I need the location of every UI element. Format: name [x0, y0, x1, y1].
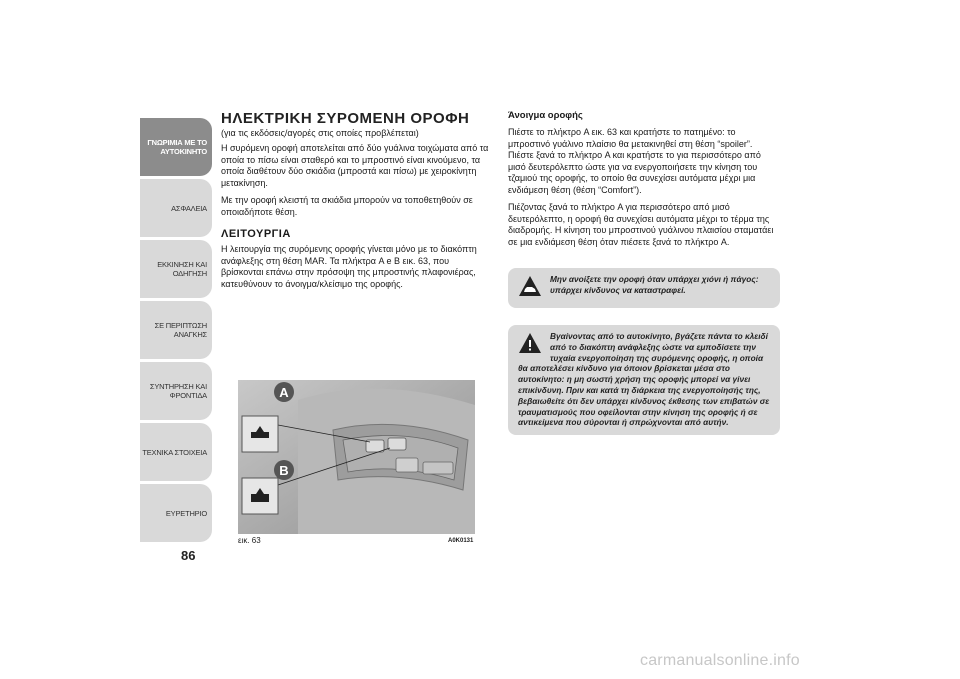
watermark: carmanualsonline.info [640, 652, 800, 669]
tab-starting-driving[interactable]: ΕΚΚΙΝΗΣΗ ΚΑΙ ΟΔΗΓΗΣΗ [140, 240, 212, 298]
page-title: ΗΛΕΚΤΡΙΚΗ ΣΥΡΟΜΕΝΗ ΟΡΟΦΗ [221, 110, 470, 127]
note-text: Μην ανοίξετε την οροφή όταν υπάρχει χιόνι ή πάγος: υπάρχει κίνδυνος να καταστραφεί. [550, 274, 759, 295]
tab-technical[interactable]: ΤΕΧΝΙΚΑ ΣΤΟΙΧΕΙΑ [140, 423, 212, 481]
callout-b: B [274, 460, 294, 480]
warning-icon [518, 331, 542, 355]
tab-emergency[interactable]: ΣΕ ΠΕΡΙΠΤΩΣΗ ΑΝΑΓΚΗΣ [140, 301, 212, 359]
left-column [221, 110, 489, 296]
figure-code: A0K0131 [448, 538, 474, 544]
page-number: 86 [181, 548, 196, 563]
tab-index[interactable]: ΕΥΡΕΤΗΡΙΟ [140, 484, 212, 542]
operation-paragraph: Η λειτουργία της συρόμενης οροφής γίνεται μόνο με το διακόπτη ανάφλεξης στη θέση MAR. Τα πλήκτρα A e B εικ. 63, που βρίσκονται επάνω στην πρόσοψη της μπροστινής πλαφονιέρας, κατευθύνουν το άνοιγμα/κλείσιμο της οροφής. [221, 244, 477, 289]
right-column [508, 110, 780, 254]
callout-a: A [274, 382, 294, 402]
figure-roof-controls [238, 380, 475, 534]
tab-maintenance[interactable]: ΣΥΝΤΗΡΗΣΗ ΚΑΙ ΦΡΟΝΤΙΔΑ [140, 362, 212, 420]
car-warning-icon [518, 274, 542, 298]
tab-safety[interactable]: ΑΣΦΑΛΕΙΑ [140, 179, 212, 237]
opening-paragraph-1: Πιέστε το πλήκτρο A εικ. 63 και κρατήστε το πατημένο: το μπροστινό γυάλινο πλαίσιο θα μετακινηθεί στη θέση “spoiler”. Πιέστε ξανά το πλήκτρο A και κρατήστε το για περισσότερο από μισό δευτερόλεπτο ώστε για να ενεργοποιήσετε την κίνηση του τζαμιού της οροφής, το οποίο θα συνεχίσει αυτόματα μέχρι μια ενδιάμεση θέση (θέση “Comfort”). [508, 127, 761, 195]
section-heading: ΛΕΙΤΟΥΡΓΙΑ [221, 228, 291, 240]
warning-text: Βγαίνοντας από το αυτοκίνητο, βγάζετε πάντα το κλειδί από το διακόπτη ανάφλεξης ώστε να εμποδίσετε την τυχαία ενεργοποίηση της συρόμενης οροφής, η οποία θα αποτελέσει κίνδυνο για όποιον βρίσκεται μέσα στο αυτοκίνητο: η μη σωστή χρήση της οροφής μπορεί να γίνει επικίνδυνη. Πριν και κατά τη διάρκεια της ενεργοποίησής της, βεβαιωθείτε ότι δεν υπάρχει κίνδυνος έκθεσης των επιβατών σε τραυματισμούς που οφείλονται στην κίνηση της οροφής ή σε αντικείμενα που σύρονται ή σπρώχνονται από αυτήν. [518, 331, 770, 428]
note-box [508, 268, 780, 308]
opening-paragraph-2: Πιέζοντας ξανά το πλήκτρο A για περισσότερο από μισό δευτερόλεπτο, η οροφή θα συνεχίσει αυτόματα μέχρι το τέρμα της διαδρομής. Η κίνηση του μπροστινού γυάλινου πλαισίου σταματάει σε μια ενδιάμεση θέση όταν πιέσετε ξανά το πλήκτρο A. [508, 202, 774, 247]
opening-heading: Άνοιγμα οροφής [508, 110, 583, 121]
warning-box [508, 325, 780, 435]
intro-paragraph: Η συρόμενη οροφή αποτελείται από δύο γυάλινα τοιχώματα από τα οποία το πίσω είναι σταθερό και το μπροστινό είναι κινούμενο, τα οποία διαθέτουν δύο σκιάδια (μπροστά και πίσω) με χειροκίνητη μετακίνηση. [221, 143, 489, 188]
tab-getting-to-know[interactable]: ΓΝΩΡΙΜΙΑ ΜΕ ΤΟ ΑΥΤΟΚΙΝΗΤΟ [140, 118, 212, 176]
roof-console-illustration [238, 380, 475, 534]
figure-caption: εικ. 63 [238, 536, 261, 545]
page-subtitle: (για τις εκδόσεις/αγορές στις οποίες προβλέπεται) [221, 128, 419, 138]
shades-paragraph: Με την οροφή κλειστή τα σκιάδια μπορούν να τοποθετηθούν σε οποιαδήποτε θέση. [221, 195, 473, 217]
